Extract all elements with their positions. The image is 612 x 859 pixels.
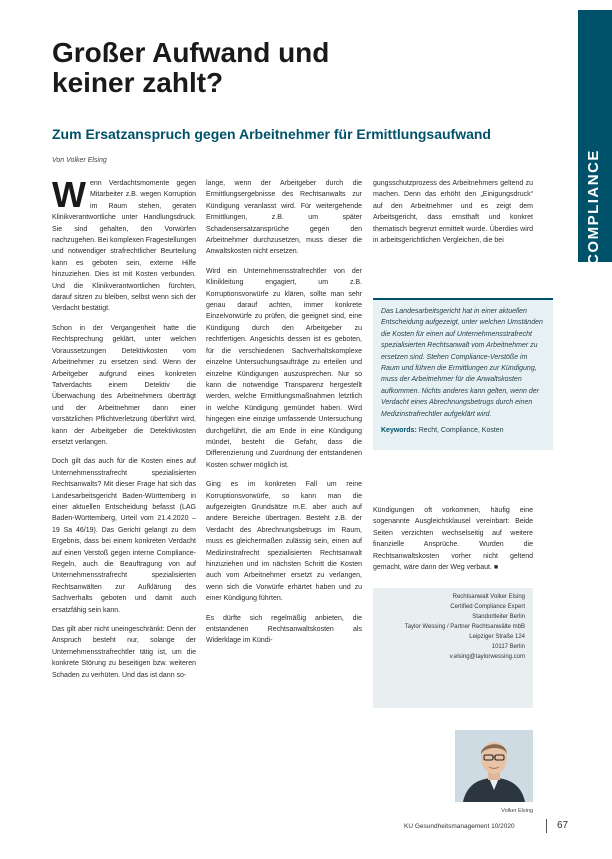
keywords: [381, 426, 545, 436]
keywords-label: Keywords:: [381, 427, 417, 435]
keywords-value: Recht, Compliance, Kosten: [418, 427, 504, 435]
paragraph: gungsschutzprozess des Arbeitnehmers geltend zu machen. Denn das erhöht den „Einigungsdruck“ auf den Arbeitnehmer und es zeigt dem Arbeitsgericht, dass ernsthaft und konkret thematisch begrenzt ermittelt wurde. Überdies wird in arbeitsgerichtlichen Vergleichen, die bei: [373, 180, 533, 245]
paragraph: Schon in der Vergangenheit hatte die Rechtsprechung geklärt, unter welchen Voraussetzungen Detektivkosten vom Arbeitnehmer zu ersetzen sind. Wenn der Arbeitgeber aufgrund eines konkreten Tatverdachts einem Detektiv die Überwachung des Arbeitnehmers überträgt und der Arbeitnehmer dann einer vorsätzlichen Pflichtverletzung überführt wird, kann der Arbeitgeber die Detektivkosten ersetzt verlangen.: [52, 324, 196, 446]
photo-caption: Volker Elsing: [501, 808, 533, 814]
paragraph: Kündigungen oft vorkommen, häufig eine sogenannte Ausgleichsklausel vereinbart: Beide Seiten verzichten wechselseitig auf weitere finanzielle Ansprüche. Wurden die Rechtsanwaltskosten vorher nicht geltend gemacht, wäre dann der Weg verbaut. ■: [373, 507, 533, 572]
paragraph: lange, wenn der Arbeitgeber durch die Ermittlungsergebnisse des Rechtsanwalts zur Kündigung veranlasst wird. Für weitergehende Ermittlungen, z.B. um später Schadensersatzansprüche gegen den Arbeitnehmer durchzusetzen, muss dieser die Anwaltskosten nicht ersetzen.: [206, 180, 362, 256]
author-role: Standortleiter Berlin: [472, 614, 525, 620]
column-1: [52, 174, 196, 689]
paragraph: Ging es im konkreten Fall um reine Korruptionsvorwürfe, so kann man die aufgezeigten Grundsätze m.E. aber auch auf andere Bereiche übertragen. Besteht z.B. der Verdacht des Abrechnungsbetrugs im Raum, muss es gleichermaßen zulässig sein, einen auf Medizinstrafrecht spezialisierten Rechtsanwalt hinzuziehen und im nächsten Schritt die Kosten auch vom Arbeitnehmer ersetzt zu verlangen, wenn sich die Vorwürfe erhärtet haben und zu einer Kündigung führten.: [206, 481, 362, 603]
page-number: 67: [557, 820, 569, 831]
byline: Von Volker Elsing: [52, 157, 107, 164]
abstract-text: Das Landesarbeitsgericht hat in einer aktuellen Entscheidung aufgezeigt, unter welchen Umständen die Kosten für einen auf Unternehmensstrafrecht spezialisierten Rechtsanwalt vom Arbeitnehmer zu ersetzen sind. Stehen Compliance-Verstöße im Raum und führen die Ermittlungen zur Kündigung, muss der Arbeitnehmer für die Anwaltskosten aufkommen. Nichts anderes kann gelten, wenn der Verdacht eines Abrechnungsbetrugs durch einen Medizinstrafrechtler aufgeklärt wird.: [381, 308, 543, 418]
paragraph: Wird ein Unternehmensstrafrechtler von der Klinikleitung engagiert, um z.B. Korruptionsvorwürfe zu klären, sollte man sehr genau darauf achten, immer konkrete Einzelvorwürfe zu prüfen, die geeignet sind, eine Kündigung durch den Arbeitgeber zu rechtfertigen. Angesichts dessen ist es geboten, für die verschiedenen Sachverhaltskomplexe einzelne Untersuchungsaufträge zu erteilen und einzelne Kündigungen auszusprechen. Nur so kann die notwendige Transparenz hergestellt werden, welche Ermittlungsmaßnahmen letztlich in welche Kündigung gemündet haben. Wird hingegen eine einzige umfassende Untersuchung durchgeführt, die am Ende in eine Kündigung mündet, besteht die Gefahr, dass die Differenzierung und Zuordnung der entstandenen Kosten schwer möglich ist.: [206, 267, 362, 469]
paragraph: Es dürfte sich regelmäßig anbieten, die entstandenen Rechtsanwaltskosten als Widerklage im Kündi-: [206, 614, 362, 645]
author-street: Leipziger Straße 124: [469, 634, 525, 640]
subtitle: Zum Ersatzanspruch gegen Arbeitnehmer für Ermittlungsaufwand: [52, 126, 491, 142]
paragraph: Doch gilt das auch für die Kosten eines auf Unternehmensstrafrecht spezialisierten Rechtsanwalts? Mit dieser Frage hat sich das Landesarbeitsgericht Baden-Württemberg in einer aktuellen Entscheidung befasst (LAG Baden-Württemberg, Urteil vom 21.4.2020 – 19 Sa 46/19). Das Gericht gelangt zu dem Ergebnis, dass bei einem konkreten Verdacht auf einen Verstoß gegen interne Compliance-Regeln, auch die Beauftragung von auf Unternehmensstrafrecht spezialisierten Rechtsanwälten zur Aufklärung des Sachverhalts geboten und damit auch ersatzfähig sein kann.: [52, 458, 196, 614]
column-3-top: [373, 178, 533, 254]
author-name: Rechtsanwalt Volker Elsing: [452, 594, 525, 600]
footer-divider: [546, 819, 547, 833]
abstract-box: [373, 298, 553, 450]
author-email: v.elsing@taylorwessing.com: [449, 654, 525, 660]
column-2: [206, 178, 362, 655]
journal-name: KU Gesundheitsmanagement 10/2020: [404, 823, 515, 830]
paragraph: Wenn Verdachtsmomente gegen Mitarbeiter z.B. wegen Korruption im Raum stehen, geraten Klinikverantwortliche unter Handlungsdruck. Sie sind gehalten, den Vorwürfen nachzugehen. Bei komplexen Fragestellungen und notwendiger strafrechtlicher Beurteilung kann es geboten sein, externe Hilfe hinzuziehen. Dies ist mit Kosten verbunden. Und die Klinikverantwortlichen fürchten, darauf sitzen zu bleiben, selbst wenn sich der Verdacht bestätigt.: [52, 174, 196, 313]
column-3-bottom: [373, 505, 533, 581]
paragraph: Das gilt aber nicht uneingeschränkt: Denn der Anspruch besteht nur, solange der Unternehmensstrafrechtler tätig ist, um die konkrete Störung zu beseitigen bzw. weiteren Schaden zu verhüten. Und das ist dann so-: [52, 626, 196, 679]
drop-cap: W: [52, 174, 86, 215]
author-info-box: [373, 588, 533, 708]
headline: Großer Aufwand und keiner zahlt?: [52, 37, 330, 98]
author-photo: [455, 730, 533, 802]
author-title: Certified Compliance Expert: [450, 604, 525, 610]
author-firm: Taylor Wessing / Partner Rechtsanwälte mbB: [404, 624, 525, 630]
author-city: 10117 Berlin: [491, 644, 525, 650]
portrait-image: [455, 730, 533, 802]
section-label: COMPLIANCE: [584, 149, 602, 265]
